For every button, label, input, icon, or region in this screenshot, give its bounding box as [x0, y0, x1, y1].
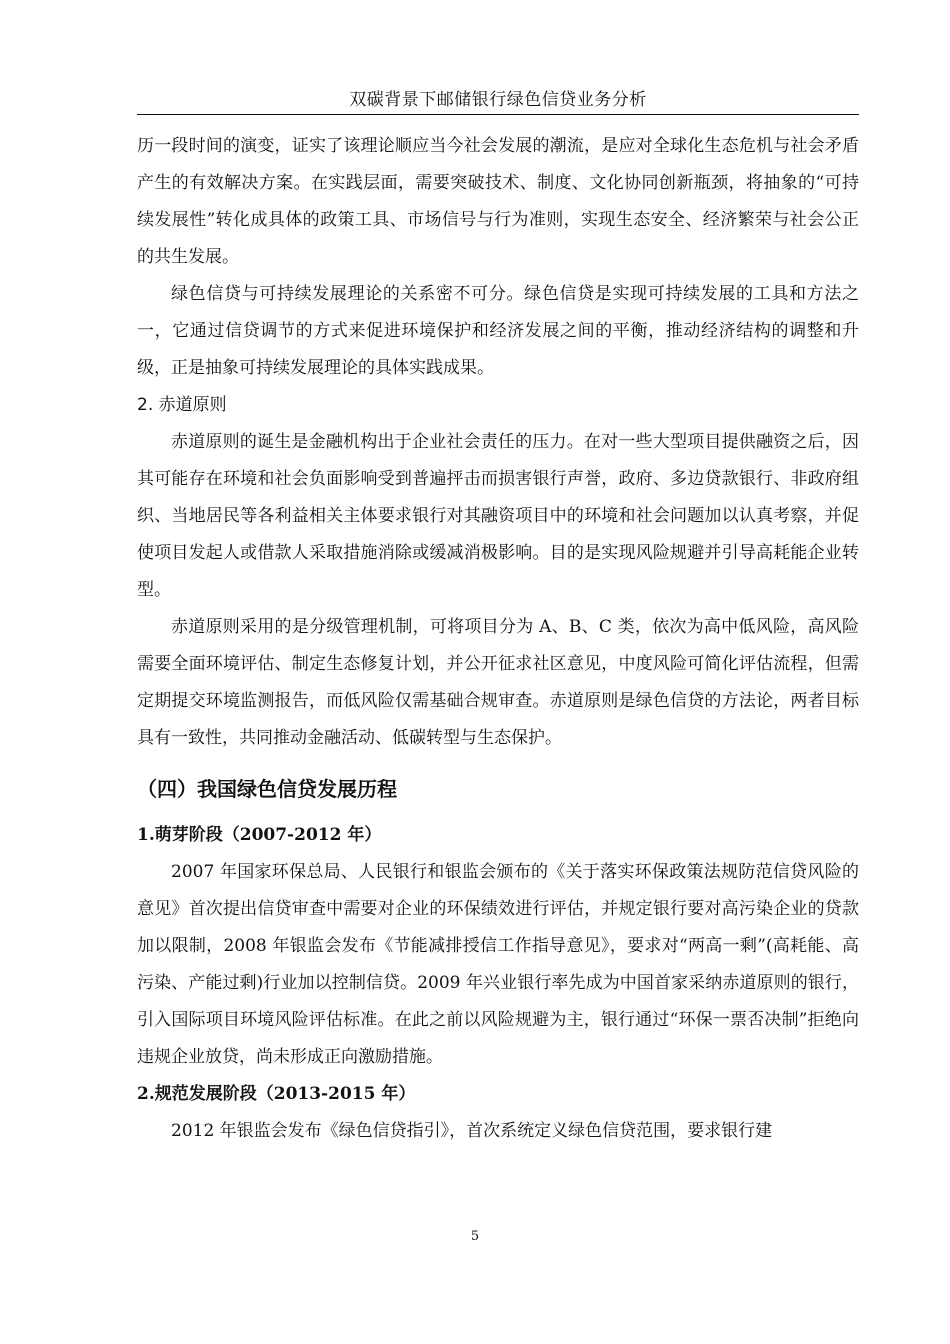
heading-stage-2: 2.规范发展阶段（2013-2015 年） [137, 1084, 416, 1104]
page-header-title: 双碳背景下邮储银行绿色信贷业务分析 [349, 90, 647, 110]
paragraph-green-credit-relation: 绿色信贷与可持续发展理论的关系密不可分。绿色信贷是实现可持续发展的工具和方法之一，它通过信贷调节的方式来促进环境保护和经济发展之间的平衡，推动经济结构的调整和升级，正是抽象可持续发展理论的具体实践成果。 [137, 284, 859, 378]
paragraph-stage-2: 2012 年银监会发布《绿色信贷指引》，首次系统定义绿色信贷范围，要求银行建 [171, 1121, 773, 1141]
heading-stage-1: 1.萌芽阶段（2007-2012 年） [137, 825, 382, 845]
page-number: 5 [470, 1229, 480, 1244]
paragraph-equator-origin: 赤道原则的诞生是金融机构出于企业社会责任的压力。在对一些大型项目提供融资之后，因其可能存在环境和社会负面影响受到普遍抨击而损害银行声誉，政府、多边贷款银行、非政府组织、当地居民等各利益相关主体要求银行对其融资项目中的环境和社会问题加以认真考察，并促使项目发起人或借款人采取措施消除或缓减消极影响。目的是实现风险规避并引导高耗能企业转型。 [137, 432, 859, 600]
heading-equator-principles: 2. 赤道原则 [137, 395, 227, 415]
header-divider [137, 114, 859, 115]
paragraph-stage-1: 2007 年国家环保总局、人民银行和银监会颁布的《关于落实环保政策法规防范信贷风险的意见》首次提出信贷审查中需要对企业的环保绩效进行评估，并规定银行要对高污染企业的贷款加以限制，2008 年银监会发布《节能减排授信工作指导意见》，要求对“两高一剩”(高耗能、高污染、产能过剩)行业加以控制信贷。2009 年兴业银行率先成为中国首家采纳赤道原则的银行，引入国际项目环境风险评估标准。在此之前以风险规避为主，银行通过“环保一票否决制”拒绝向违规企业放贷，尚未形成正向激励措施。 [137, 862, 859, 1067]
document-body [137, 128, 859, 1150]
section-heading-green-credit-history: （四）我国绿色信贷发展历程 [137, 777, 397, 801]
paragraph-sustainable-development-cont: 历一段时间的演变，证实了该理论顺应当今社会发展的潮流，是应对全球化生态危机与社会矛盾产生的有效解决方案。在实践层面，需要突破技术、制度、文化协同创新瓶颈，将抽象的“可持续发展性”转化成具体的政策工具、市场信号与行为准则，实现生态安全、经济繁荣与社会公正的共生发展。 [137, 136, 859, 267]
paragraph-equator-classification: 赤道原则采用的是分级管理机制，可将项目分为 A、B、C 类，依次为高中低风险，高风险需要全面环境评估、制定生态修复计划，并公开征求社区意见，中度风险可简化评估流程，但需定期提交环境监测报告，而低风险仅需基础合规审查。赤道原则是绿色信贷的方法论，两者目标具有一致性，共同推动金融活动、低碳转型与生态保护。 [137, 617, 859, 748]
